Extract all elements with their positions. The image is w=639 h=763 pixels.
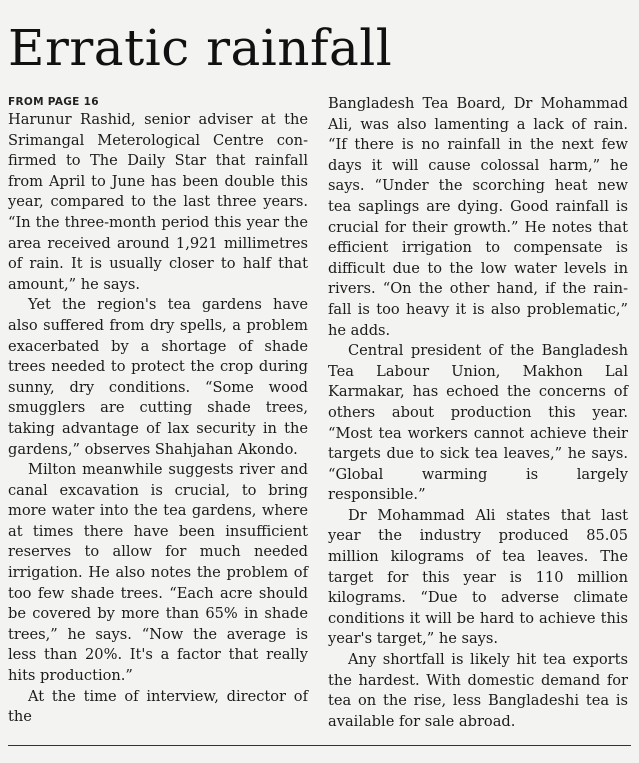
paragraph: Yet the region's tea gardens have also suffered from dry spells, a problem exacerbated by a shortage of shade trees needed to protect the crop during sunny, dry conditions. “Some wood smugglers are cutting shade trees, taking advantage of lax security in the gardens,” observes Shahjahan Akondo.: [8, 296, 308, 458]
bottom-divider: [8, 745, 631, 746]
article-column-right: [328, 94, 628, 732]
paragraph: At the time of interview, director of the: [8, 687, 308, 726]
paragraph: Milton meanwhile suggests river and canal excavation is crucial, to bring more water into the tea gardens, where at times there have been insufficient reserves to allow for much needed irrigation. He also notes the problem of too few shade trees. “Each acre should be covered by more than 65% in shade trees,” he says. “Now the average is less than 20%. It's a factor that really hits production.”: [8, 461, 308, 685]
article-column-left: [8, 94, 308, 728]
paragraph: Bangladesh Tea Board, Dr Mohammad Ali, was also lamenting a lack of rain. “If there is no rainfall in the next few days it will cause colossal harm,” he says. “Under the scorching heat new tea saplings are dying. Good rainfall is crucial for their growth.” He notes that efficient irrigation to compensate is difficult due to the low water levels in rivers. “On the other hand, if the rainfall is too heavy it is also problematic,” he adds.: [328, 95, 628, 339]
paragraph: Any shortfall is likely hit tea exports the hardest. With domestic demand for tea on the rise, less Bangladeshi tea is available for sale abroad.: [328, 651, 628, 730]
continuation-kicker: FROM PAGE 16: [8, 96, 99, 108]
paragraph: Dr Mohammad Ali states that last year the industry produced 85.05 million kilograms of tea leaves. The target for this year is 110 million kilograms. “Due to adverse climate conditions it will be hard to achieve this year's target,” he says.: [328, 506, 628, 648]
headline: Erratic rainfall: [8, 19, 393, 77]
paragraph: Central president of the Bangladesh Tea Labour Union, Makhon Lal Karmakar, has echoed the concerns of others about production this year. “Most tea workers cannot achieve their targets due to sick tea leaves,” he says. “Global warming is largely responsible.”: [328, 342, 628, 504]
paragraph: Harunur Rashid, senior adviser at the Srimangal Meterological Centre confirmed to The Daily Star that rainfall from April to June has been double this year, compared to the last three years. “In the three-month period this year the area received around 1,921 millimetres of rain. It is usually closer to half that amount,” he says.: [8, 111, 308, 293]
